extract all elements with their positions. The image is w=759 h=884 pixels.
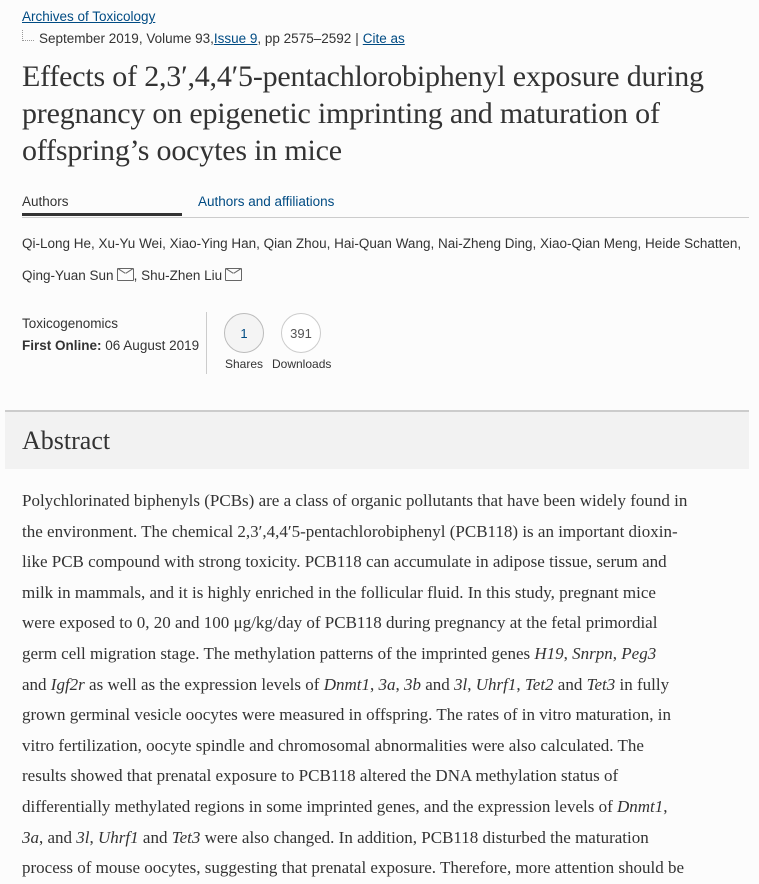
gene-name: Dnmt1 <box>323 674 370 694</box>
abstract-text-run: germ cell migration stage. The methylation patterns of the imprinted genes <box>22 643 535 663</box>
abstract-text-run: and <box>553 674 587 694</box>
abstract-line <box>22 578 752 609</box>
shares-count[interactable]: 1 <box>224 313 264 353</box>
citation-separator: | <box>355 31 359 46</box>
article-category: Toxicogenomics <box>22 316 119 331</box>
gene-name: 3l <box>454 674 468 694</box>
abstract-line <box>22 823 752 854</box>
tab-authors-and-affiliations[interactable]: Authors and affiliations <box>198 194 335 209</box>
abstract-text-run: like PCB compound with strong toxicity. PCB118 can accumulate in adipose tissue, serum and <box>22 552 667 572</box>
author-separator: , <box>133 268 138 283</box>
abstract-text-run: , <box>369 674 379 694</box>
first-online <box>22 335 199 357</box>
shares-metric[interactable] <box>224 313 264 371</box>
abstract-text-run: , <box>663 796 668 816</box>
gene-name: Igf2r <box>50 674 85 694</box>
abstract-text-run: , <box>395 674 404 694</box>
abstract-text-run: and <box>22 674 51 694</box>
gene-name: 3l <box>76 827 90 847</box>
abstract-text-run: were also changed. In addition, PCB118 disturbed the maturation <box>200 827 649 847</box>
citation-line <box>22 31 405 46</box>
abstract-text-run: the environment. The chemical 2,3′,4,4′5-pentachlorobiphenyl (PCB118) is an important dioxin- <box>22 521 678 541</box>
shares-label: Shares <box>224 357 264 371</box>
gene-name: Tet2 <box>524 674 554 694</box>
article-title: Effects of 2,3′,4,4′5-pentachlorobiphenyl exposure during pregnancy on epigenetic imprinting and maturation of offspring’s oocytes in mice <box>22 60 704 167</box>
cite-as-link[interactable]: Cite as <box>362 31 405 46</box>
abstract-text-run: milk in mammals, and it is highly enriched in the follicular fluid. In this study, pregnant mice <box>22 582 656 602</box>
abstract-text-run: as well as the expression levels of <box>84 674 324 694</box>
abstract-text-run: , <box>467 674 476 694</box>
abstract-text <box>22 486 752 884</box>
abstract-text-run: , <box>563 643 573 663</box>
abstract-text-run: , <box>89 827 99 847</box>
gene-name: Tet3 <box>586 674 616 694</box>
abstract-text-run: , <box>612 643 622 663</box>
abstract-line <box>22 670 752 701</box>
gene-name: Uhrf1 <box>475 674 517 694</box>
author-line: Qi-Long He, Xu-Yu Wei, Xiao-Ying Han, Qian Zhou, Hai-Quan Wang, Nai-Zheng Ding, Xiao-Qian Meng, Heide Schatten, <box>22 236 742 251</box>
article-meta <box>22 313 199 357</box>
gene-name: Snrpn <box>572 643 613 663</box>
abstract-text-run: , <box>516 674 525 694</box>
downloads-label: Downloads <box>272 357 332 371</box>
gene-name: H19 <box>534 643 564 663</box>
first-online-label: First Online: <box>22 338 102 353</box>
gene-name: 3b <box>403 674 421 694</box>
abstract-line <box>22 639 752 670</box>
abstract-text-run: grown germinal vesicle oocytes were measured in offspring. The rates of in vitro maturation, in <box>22 705 671 725</box>
downloads-metric <box>272 313 330 371</box>
gene-name: Dnmt1 <box>617 796 664 816</box>
citation-date-volume: September 2019, Volume 93, <box>39 31 214 46</box>
gene-name: 3a <box>22 827 39 847</box>
abstract-line <box>22 608 752 639</box>
abstract-text-run: and <box>420 674 455 694</box>
issue-link[interactable]: Issue 9 <box>213 31 258 46</box>
journal-link[interactable]: Archives of Toxicology <box>22 9 156 24</box>
abstract-line <box>22 731 752 762</box>
downloads-count: 391 <box>281 313 321 353</box>
abstract-text-run: in fully <box>615 674 670 694</box>
meta-divider <box>206 312 207 374</box>
email-icon[interactable] <box>117 268 134 281</box>
gene-name: Peg3 <box>621 643 657 663</box>
abstract-line <box>22 517 752 548</box>
author-name[interactable]: Shu-Zhen Liu <box>141 268 223 283</box>
citation-pages: , pp 2575–2592 <box>257 31 352 46</box>
author-tabs <box>22 193 749 218</box>
gene-name: Uhrf1 <box>98 827 139 847</box>
first-online-date: 06 August 2019 <box>105 338 200 353</box>
gene-name: Tet3 <box>171 827 201 847</box>
abstract-text-run: process of mouse oocytes, suggesting that prenatal exposure. Therefore, more attention should be <box>22 858 685 878</box>
author-name[interactable]: Qing-Yuan Sun <box>22 268 114 283</box>
abstract-line <box>22 486 752 517</box>
abstract-section-header[interactable] <box>5 410 749 469</box>
abstract-text-run: differentially methylated regions in some imprinted genes, and the expression levels of <box>22 796 617 816</box>
tree-connector-icon <box>22 30 34 41</box>
author-line-corresponding <box>22 260 752 292</box>
abstract-line <box>22 547 752 578</box>
abstract-text-run: Polychlorinated biphenyls (PCBs) are a class of organic pollutants that have been widely found in <box>22 491 688 510</box>
author-list <box>22 228 752 292</box>
abstract-text-run: and <box>138 827 172 847</box>
abstract-line <box>22 761 752 792</box>
abstract-line <box>22 700 752 731</box>
abstract-line <box>22 853 752 884</box>
abstract-text-run: results showed that prenatal exposure to PCB118 altered the DNA methylation status of <box>22 766 619 786</box>
email-icon[interactable] <box>225 268 242 281</box>
tab-authors[interactable]: Authors <box>22 193 182 216</box>
gene-name: 3a <box>378 674 396 694</box>
abstract-text-run: vitro fertilization, oocyte spindle and chromosomal abnormalities were also calculated. The <box>22 735 644 755</box>
abstract-text-run: were exposed to 0, 20 and 100 μg/kg/day of PCB118 during pregnancy at the fetal primordial <box>22 613 658 633</box>
abstract-text-run: , and <box>39 827 77 847</box>
abstract-line <box>22 792 752 823</box>
abstract-heading: Abstract <box>22 426 111 455</box>
